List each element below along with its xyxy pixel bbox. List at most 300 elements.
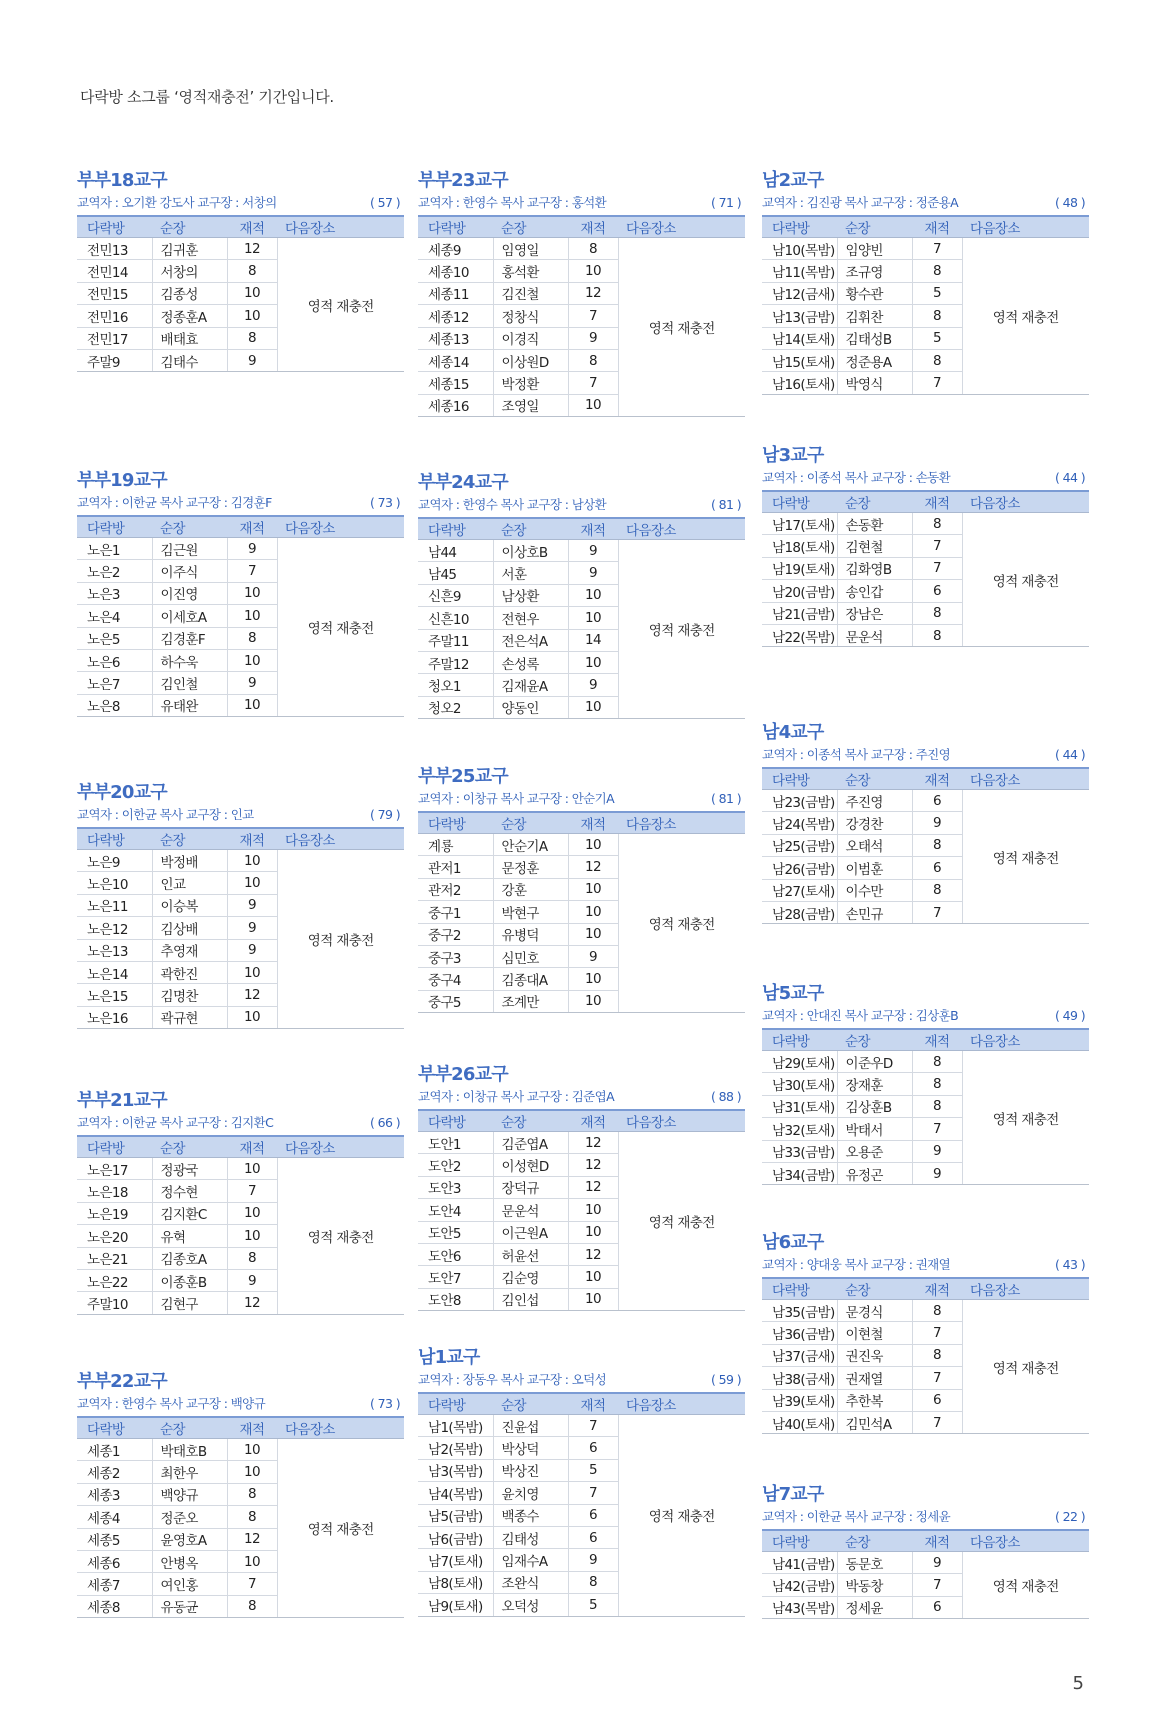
leader-cell: 김태성B (837, 327, 912, 349)
leader-cell: 김인철 (152, 672, 227, 694)
leader-cell: 안순기A (493, 834, 568, 856)
leader-cell: 이진영 (152, 582, 227, 604)
count-cell: 7 (912, 535, 962, 557)
district-title: 남4교구 (762, 722, 824, 743)
leader-cell: 이현철 (837, 1322, 912, 1344)
count-cell: 5 (912, 327, 962, 349)
room-cell: 남14(토새) (762, 327, 837, 349)
header-next-place: 다음장소 (962, 1029, 1089, 1051)
header-room: 다락방 (418, 216, 493, 238)
header-count: 재적 (227, 516, 277, 538)
count-cell: 8 (912, 834, 962, 856)
member-count: ( 66 ) (369, 1115, 400, 1130)
room-cell: 세종14 (418, 349, 493, 371)
header-leader: 순장 (152, 828, 227, 850)
district-info (762, 469, 1089, 486)
district-block (418, 1064, 745, 1311)
room-cell: 노은1 (77, 538, 152, 560)
leader-cell: 배태효 (152, 327, 227, 349)
leader-cell: 김준엽A (493, 1132, 568, 1154)
count-cell: 9 (912, 1140, 962, 1162)
header-next-place: 다음장소 (962, 768, 1089, 790)
room-cell: 세종1 (77, 1439, 152, 1461)
leader-cell: 정창식 (493, 305, 568, 327)
header-room: 다락방 (418, 518, 493, 540)
count-cell: 7 (912, 1118, 962, 1140)
count-cell: 7 (912, 1367, 962, 1389)
count-cell: 6 (912, 580, 962, 602)
leader-cell: 권진욱 (837, 1344, 912, 1366)
room-cell: 주말12 (418, 651, 493, 673)
leader-cell: 김경훈F (152, 627, 227, 649)
count-cell: 10 (568, 968, 618, 990)
leader-cell: 김현구 (152, 1292, 227, 1314)
room-cell: 신흔10 (418, 607, 493, 629)
staff-info: 교역자 : 이한균 목사 교구장 : 김지환C (77, 1115, 274, 1130)
next-place-cell: 영적 재충전 (277, 238, 404, 372)
member-count: ( 81 ) (710, 791, 741, 806)
room-cell: 세종3 (77, 1483, 152, 1505)
roster-table (77, 215, 404, 372)
header-room: 다락방 (762, 1530, 837, 1552)
header-next-place: 다음장소 (277, 828, 404, 850)
count-cell: 6 (912, 790, 962, 812)
count-cell: 9 (912, 812, 962, 834)
count-cell: 12 (568, 1132, 618, 1154)
district-block (762, 1484, 1089, 1619)
district-info (77, 494, 404, 511)
count-cell: 7 (912, 238, 962, 260)
leader-cell: 김종대A (493, 968, 568, 990)
room-cell: 신흔9 (418, 584, 493, 606)
count-cell: 9 (227, 538, 277, 560)
leader-cell: 조규영 (837, 260, 912, 282)
count-cell: 10 (227, 1202, 277, 1224)
header-next-place: 다음장소 (962, 1278, 1089, 1300)
room-cell: 노은10 (77, 872, 152, 894)
member-count: ( 57 ) (369, 195, 400, 210)
staff-info: 교역자 : 이종석 목사 교구장 : 주진영 (762, 747, 951, 762)
count-cell: 8 (227, 1483, 277, 1505)
leader-cell: 김상배 (152, 917, 227, 939)
leader-cell: 이세호A (152, 605, 227, 627)
leader-cell: 박동창 (837, 1574, 912, 1596)
count-cell: 10 (568, 1288, 618, 1310)
leader-cell: 이경직 (493, 327, 568, 349)
leader-cell: 전현우 (493, 607, 568, 629)
district-info (418, 790, 745, 807)
leader-cell: 박영식 (837, 372, 912, 394)
member-count: ( 59 ) (710, 1372, 741, 1387)
roster-table (762, 215, 1089, 395)
leader-cell: 하수욱 (152, 649, 227, 671)
district-block (77, 1371, 404, 1618)
next-place-cell: 영적 재충전 (277, 1158, 404, 1315)
room-cell: 남12(금새) (762, 282, 837, 304)
room-cell: 노은6 (77, 649, 152, 671)
count-cell: 9 (568, 945, 618, 967)
district-title: 부부20교구 (77, 782, 167, 803)
district-block (762, 722, 1089, 924)
next-place-cell: 영적 재충전 (618, 540, 745, 719)
district-block (77, 170, 404, 372)
staff-info: 교역자 : 한영수 목사 교구장 : 홍석환 (418, 195, 607, 210)
district-title: 부부24교구 (418, 472, 508, 493)
header-count: 재적 (912, 1278, 962, 1300)
room-cell: 세종7 (77, 1573, 152, 1595)
table-row (762, 513, 1089, 535)
count-cell: 6 (568, 1437, 618, 1459)
leader-cell: 정준용A (837, 349, 912, 371)
district-block (418, 1347, 745, 1617)
room-cell: 노은22 (77, 1269, 152, 1291)
leader-cell: 서창의 (152, 260, 227, 282)
district-block (77, 1090, 404, 1315)
count-cell: 10 (227, 872, 277, 894)
room-cell: 도안4 (418, 1199, 493, 1221)
count-cell: 10 (227, 850, 277, 872)
header-count: 재적 (227, 216, 277, 238)
count-cell: 10 (227, 649, 277, 671)
district-title: 부부18교구 (77, 170, 167, 191)
table-row (762, 1552, 1089, 1574)
count-cell: 8 (912, 1051, 962, 1073)
next-place-cell: 영적 재충전 (962, 1051, 1089, 1185)
table-row (762, 790, 1089, 812)
district-title: 남5교구 (762, 983, 824, 1004)
count-cell: 7 (912, 1574, 962, 1596)
district-block (762, 1232, 1089, 1434)
table-row (77, 850, 404, 872)
next-place-cell: 영적 재충전 (618, 1132, 745, 1311)
district-block (418, 472, 745, 719)
header-leader: 순장 (493, 1393, 568, 1415)
room-cell: 전민15 (77, 282, 152, 304)
district-info (77, 194, 404, 211)
leader-cell: 이성현D (493, 1154, 568, 1176)
header-next-place: 다음장소 (618, 812, 745, 834)
room-cell: 세종2 (77, 1461, 152, 1483)
header-leader: 순장 (837, 1530, 912, 1552)
room-cell: 세종12 (418, 305, 493, 327)
staff-info: 교역자 : 한영수 목사 교구장 : 남상환 (418, 497, 607, 512)
count-cell: 8 (912, 602, 962, 624)
room-cell: 세종16 (418, 394, 493, 416)
table-row (762, 1051, 1089, 1073)
room-cell: 노은2 (77, 560, 152, 582)
staff-info: 교역자 : 양대웅 목사 교구장 : 권재열 (762, 1257, 951, 1272)
room-cell: 남6(금밤) (418, 1526, 493, 1548)
leader-cell: 유병덕 (493, 923, 568, 945)
member-count: ( 73 ) (369, 1396, 400, 1411)
room-cell: 중구2 (418, 923, 493, 945)
count-cell: 6 (568, 1504, 618, 1526)
count-cell: 7 (568, 1482, 618, 1504)
count-cell: 10 (568, 1199, 618, 1221)
member-count: ( 44 ) (1054, 747, 1085, 762)
room-cell: 남33(금밤) (762, 1140, 837, 1162)
count-cell: 8 (912, 1095, 962, 1117)
header-leader: 순장 (152, 1417, 227, 1439)
roster-table (418, 215, 745, 417)
count-cell: 7 (912, 901, 962, 923)
header-leader: 순장 (837, 491, 912, 513)
leader-cell: 오용준 (837, 1140, 912, 1162)
room-cell: 노은12 (77, 917, 152, 939)
room-cell: 관저1 (418, 856, 493, 878)
leader-cell: 이주식 (152, 560, 227, 582)
district-title: 부부23교구 (418, 170, 508, 191)
leader-cell: 서훈 (493, 562, 568, 584)
count-cell: 10 (568, 923, 618, 945)
count-cell: 8 (568, 238, 618, 260)
table-row (418, 834, 745, 856)
leader-cell: 정세윤 (837, 1596, 912, 1618)
room-cell: 남40(토새) (762, 1411, 837, 1433)
count-cell: 10 (227, 1439, 277, 1461)
room-cell: 남4(목밤) (418, 1482, 493, 1504)
staff-info: 교역자 : 김진광 목사 교구장 : 정준용A (762, 195, 959, 210)
header-leader: 순장 (493, 216, 568, 238)
district-title: 부부19교구 (77, 470, 167, 491)
district-info (418, 1088, 745, 1105)
next-place-cell: 영적 재충전 (962, 1552, 1089, 1619)
table-row (418, 1132, 745, 1154)
room-cell: 중구4 (418, 968, 493, 990)
room-cell: 전민17 (77, 327, 152, 349)
count-cell: 9 (227, 939, 277, 961)
leader-cell: 안병옥 (152, 1550, 227, 1572)
room-cell: 노은14 (77, 961, 152, 983)
staff-info: 교역자 : 이한균 목사 교구장 : 김경훈F (77, 495, 272, 510)
count-cell: 12 (568, 1154, 618, 1176)
room-cell: 남2(목밤) (418, 1437, 493, 1459)
count-cell: 7 (912, 372, 962, 394)
count-cell: 8 (227, 627, 277, 649)
room-cell: 남32(토새) (762, 1118, 837, 1140)
leader-cell: 양동인 (493, 696, 568, 718)
room-cell: 남36(금밤) (762, 1322, 837, 1344)
header-next-place: 다음장소 (962, 216, 1089, 238)
room-cell: 남15(토새) (762, 349, 837, 371)
leader-cell: 김재윤A (493, 674, 568, 696)
roster-table (762, 1277, 1089, 1434)
count-cell: 7 (568, 1415, 618, 1437)
member-count: ( 71 ) (710, 195, 741, 210)
leader-cell: 주진영 (837, 790, 912, 812)
room-cell: 남13(금밤) (762, 305, 837, 327)
leader-cell: 허윤선 (493, 1243, 568, 1265)
count-cell: 10 (227, 305, 277, 327)
room-cell: 남18(토새) (762, 535, 837, 557)
count-cell: 8 (912, 1073, 962, 1095)
count-cell: 10 (227, 1461, 277, 1483)
room-cell: 남3(목밤) (418, 1459, 493, 1481)
leader-cell: 장남은 (837, 602, 912, 624)
header-next-place: 다음장소 (618, 216, 745, 238)
count-cell: 7 (227, 1573, 277, 1595)
room-cell: 남10(목밤) (762, 238, 837, 260)
room-cell: 남34(금밤) (762, 1162, 837, 1184)
count-cell: 8 (912, 305, 962, 327)
room-cell: 남28(금밤) (762, 901, 837, 923)
room-cell: 노은8 (77, 694, 152, 716)
member-count: ( 73 ) (369, 495, 400, 510)
room-cell: 남7(토새) (418, 1549, 493, 1571)
room-cell: 남27(토새) (762, 879, 837, 901)
leader-cell: 남상환 (493, 584, 568, 606)
district-info (762, 1007, 1089, 1024)
member-count: ( 22 ) (1054, 1509, 1085, 1524)
leader-cell: 김지환C (152, 1202, 227, 1224)
leader-cell: 권재열 (837, 1367, 912, 1389)
room-cell: 남30(토새) (762, 1073, 837, 1095)
district-info (762, 1508, 1089, 1525)
room-cell: 도안8 (418, 1288, 493, 1310)
district-info (762, 1256, 1089, 1273)
count-cell: 10 (568, 1266, 618, 1288)
leader-cell: 김종호A (152, 1247, 227, 1269)
count-cell: 9 (227, 672, 277, 694)
staff-info: 교역자 : 오기환 강도사 교구장 : 서창의 (77, 195, 277, 210)
leader-cell: 김귀훈 (152, 238, 227, 260)
leader-cell: 정수현 (152, 1180, 227, 1202)
leader-cell: 유혁 (152, 1225, 227, 1247)
district-info (418, 1371, 745, 1388)
header-leader: 순장 (837, 768, 912, 790)
header-room: 다락방 (418, 1110, 493, 1132)
room-cell: 남43(목밤) (762, 1596, 837, 1618)
room-cell: 관저2 (418, 878, 493, 900)
count-cell: 12 (568, 1243, 618, 1265)
room-cell: 남41(금밤) (762, 1552, 837, 1574)
header-leader: 순장 (152, 1136, 227, 1158)
leader-cell: 곽규현 (152, 1006, 227, 1028)
count-cell: 9 (227, 349, 277, 371)
intro-text: 다락방 소그룹 ‘영적재충전’ 기간입니다. (80, 88, 334, 106)
member-count: ( 79 ) (369, 807, 400, 822)
roster-table (762, 1529, 1089, 1619)
count-cell: 9 (227, 894, 277, 916)
leader-cell: 여인홍 (152, 1573, 227, 1595)
staff-info: 교역자 : 안대진 목사 교구장 : 김상훈B (762, 1008, 959, 1023)
count-cell: 5 (912, 282, 962, 304)
leader-cell: 이상원D (493, 349, 568, 371)
header-count: 재적 (568, 216, 618, 238)
leader-cell: 이종훈B (152, 1269, 227, 1291)
room-cell: 도안5 (418, 1221, 493, 1243)
header-leader: 순장 (152, 216, 227, 238)
leader-cell: 이상호B (493, 540, 568, 562)
count-cell: 8 (912, 349, 962, 371)
room-cell: 세종5 (77, 1528, 152, 1550)
leader-cell: 김민석A (837, 1411, 912, 1433)
staff-info: 교역자 : 이한균 목사 교구장 : 정세윤 (762, 1509, 951, 1524)
leader-cell: 손성록 (493, 651, 568, 673)
room-cell: 노은19 (77, 1202, 152, 1224)
count-cell: 9 (568, 327, 618, 349)
roster-table (77, 515, 404, 717)
leader-cell: 최한우 (152, 1461, 227, 1483)
leader-cell: 조계만 (493, 990, 568, 1012)
room-cell: 노은11 (77, 894, 152, 916)
leader-cell: 김태수 (152, 349, 227, 371)
room-cell: 계룡 (418, 834, 493, 856)
leader-cell: 유동균 (152, 1595, 227, 1617)
next-place-cell: 영적 재충전 (618, 238, 745, 417)
leader-cell: 추한복 (837, 1389, 912, 1411)
leader-cell: 심민호 (493, 945, 568, 967)
count-cell: 8 (912, 513, 962, 535)
leader-cell: 윤치영 (493, 1482, 568, 1504)
count-cell: 8 (568, 349, 618, 371)
member-count: ( 81 ) (710, 497, 741, 512)
header-count: 재적 (568, 1110, 618, 1132)
district-title: 부부26교구 (418, 1064, 508, 1085)
leader-cell: 박상덕 (493, 1437, 568, 1459)
count-cell: 9 (568, 1549, 618, 1571)
leader-cell: 김종성 (152, 282, 227, 304)
room-cell: 노은17 (77, 1158, 152, 1180)
room-cell: 도안6 (418, 1243, 493, 1265)
leader-cell: 김순영 (493, 1266, 568, 1288)
count-cell: 7 (227, 1180, 277, 1202)
member-count: ( 49 ) (1054, 1008, 1085, 1023)
count-cell: 14 (568, 629, 618, 651)
next-place-cell: 영적 재충전 (277, 538, 404, 717)
header-room: 다락방 (762, 768, 837, 790)
staff-info: 교역자 : 장동우 목사 교구장 : 오덕성 (418, 1372, 607, 1387)
header-leader: 순장 (837, 1029, 912, 1051)
count-cell: 8 (227, 1595, 277, 1617)
count-cell: 12 (568, 856, 618, 878)
district-info (762, 746, 1089, 763)
header-room: 다락방 (77, 1136, 152, 1158)
leader-cell: 유태완 (152, 694, 227, 716)
room-cell: 노은3 (77, 582, 152, 604)
header-room: 다락방 (762, 216, 837, 238)
count-cell: 6 (568, 1526, 618, 1548)
count-cell: 9 (227, 1269, 277, 1291)
header-count: 재적 (912, 491, 962, 513)
district-block (77, 470, 404, 717)
roster-table (418, 811, 745, 1013)
district-title: 남1교구 (418, 1347, 480, 1368)
next-place-cell: 영적 재충전 (962, 513, 1089, 647)
header-room: 다락방 (77, 516, 152, 538)
count-cell: 9 (912, 1552, 962, 1574)
room-cell: 전민14 (77, 260, 152, 282)
room-cell: 청오1 (418, 674, 493, 696)
header-next-place: 다음장소 (618, 518, 745, 540)
room-cell: 남8(토새) (418, 1571, 493, 1593)
member-count: ( 44 ) (1054, 470, 1085, 485)
header-room: 다락방 (762, 1029, 837, 1051)
header-count: 재적 (227, 1417, 277, 1439)
header-next-place: 다음장소 (962, 491, 1089, 513)
count-cell: 8 (912, 260, 962, 282)
leader-cell: 문정훈 (493, 856, 568, 878)
leader-cell: 정준오 (152, 1506, 227, 1528)
room-cell: 남11(목밤) (762, 260, 837, 282)
count-cell: 10 (568, 584, 618, 606)
room-cell: 전민16 (77, 305, 152, 327)
count-cell: 6 (912, 857, 962, 879)
header-leader: 순장 (493, 812, 568, 834)
leader-cell: 조영일 (493, 394, 568, 416)
header-count: 재적 (568, 812, 618, 834)
count-cell: 10 (568, 260, 618, 282)
